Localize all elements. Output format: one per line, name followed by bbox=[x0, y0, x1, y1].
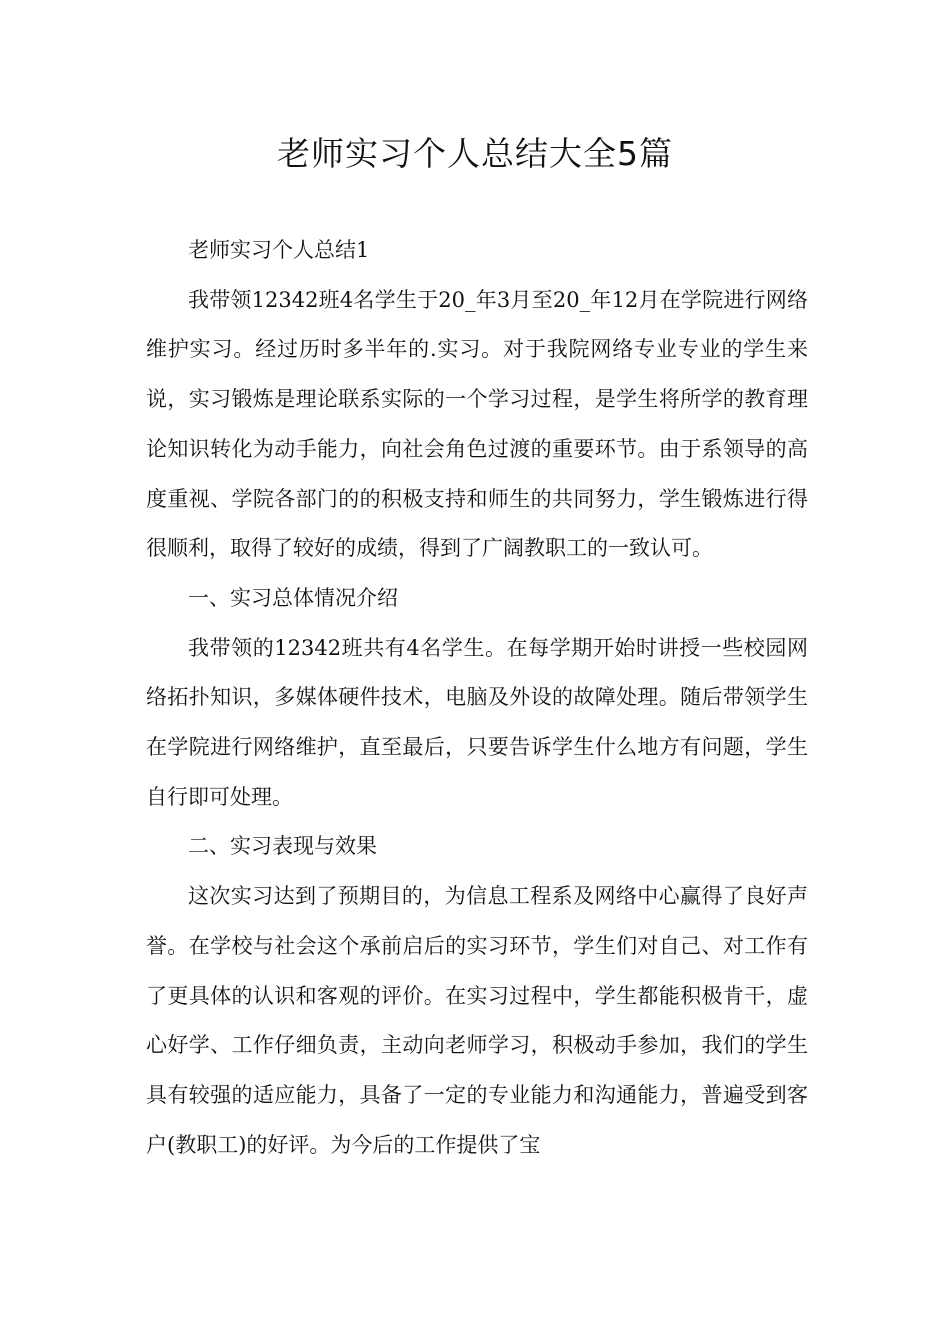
section-heading-performance: 二、实习表现与效果 bbox=[188, 834, 377, 859]
section-heading-overview: 一、实习总体情况介绍 bbox=[188, 585, 398, 610]
paragraph-overview: 我带领的12342班共有4名学生。在每学期开始时讲授一些校园网络拓扑知识，多媒体硬件技术，电脑及外设的故障处理。随后带领学生在学院进行网络维护，直至最后，只要告诉学生什么地方有问题，学生自行即可处理。 bbox=[146, 635, 808, 809]
section-heading-summary-1: 老师实习个人总结1 bbox=[188, 238, 370, 262]
paragraph-intro: 我带领12342班4名学生于20_年3月至20_年12月在学院进行网络维护实习。经过历时多半年的.实习。对于我院网络专业专业的学生来说，实习锻炼是理论联系实际的一个学习过程，是学生将所学的教育理论知识转化为动手能力，向社会角色过渡的重要环节。由于系领导的高度重视、学院各部门的的积极支持和师生的共同努力，学生锻炼进行得很顺利，取得了较好的成绩，得到了广阔教职工的一致认可。 bbox=[146, 287, 808, 561]
document-body bbox=[146, 226, 808, 1170]
document-title: 老师实习个人总结大全5篇 bbox=[277, 134, 673, 173]
paragraph-performance: 这次实习达到了预期目的，为信息工程系及网络中心赢得了良好声誉。在学校与社会这个承前启后的实习环节，学生们对自己、对工作有了更具体的认识和客观的评价。在实习过程中，学生都能积极肯干，虚心好学、工作仔细负责，主动向老师学习，积极动手参加，我们的学生具有较强的适应能力，具备了一定的专业能力和沟通能力，普遍受到客户(教职工)的好评。为今后的工作提供了宝 bbox=[146, 884, 808, 1157]
